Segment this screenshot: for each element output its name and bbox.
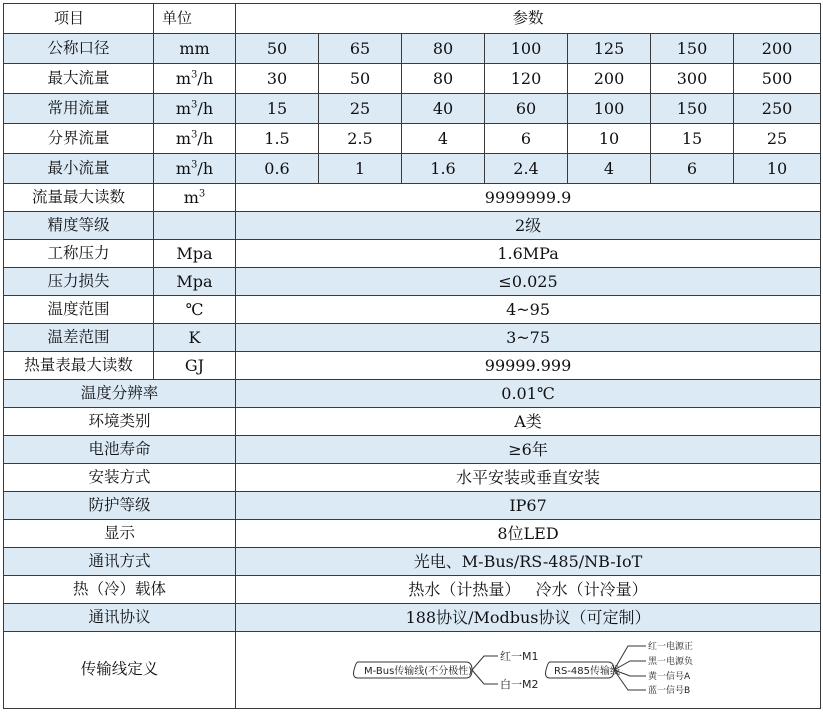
header-item: 项目 — [4, 4, 154, 34]
unit-superscript: 3 — [191, 159, 198, 171]
value-cell: 热水（计热量） 冷水（计冷量） — [236, 576, 821, 604]
spec-row — [4, 268, 821, 296]
spec-row — [4, 184, 821, 212]
unit-superscript: 3 — [191, 129, 198, 141]
wiring-diagram — [236, 632, 821, 708]
unit-cell — [154, 184, 236, 212]
param-row — [4, 124, 821, 154]
value-cell: 光电、M-Bus/RS-485/NB-IoT — [236, 548, 821, 576]
unit-cell: Mpa — [154, 268, 236, 296]
value-cell: A类 — [236, 408, 821, 436]
value-cell: 100 — [568, 94, 651, 124]
wiring-diagram-cell — [236, 632, 821, 709]
row-label: 通讯方式 — [4, 548, 236, 576]
mbus-wire-red: 红一M1 — [500, 650, 539, 663]
value-cell: 99999.999 — [236, 352, 821, 380]
param-row — [4, 154, 821, 184]
unit-base: m — [175, 158, 192, 178]
value-cell: 6 — [651, 154, 734, 184]
value-cell: 15 — [236, 94, 319, 124]
value-cell: 4 — [402, 124, 485, 154]
value-cell: 0.01℃ — [236, 380, 821, 408]
unit-base: m — [175, 128, 192, 148]
row-label: 电池寿命 — [4, 436, 236, 464]
value-cell: 120 — [485, 64, 568, 94]
unit-cell — [154, 64, 236, 94]
value-cell: 200 — [734, 34, 821, 64]
value-cell: 4 — [568, 154, 651, 184]
value-cell: 6 — [485, 124, 568, 154]
row-label: 精度等级 — [4, 212, 154, 240]
mbus-wire-white: 白一M2 — [500, 678, 539, 691]
spec-row — [4, 324, 821, 352]
value-cell: 水平安装或垂直安装 — [236, 464, 821, 492]
row-label: 安装方式 — [4, 464, 236, 492]
value-cell: 10 — [734, 154, 821, 184]
rs485-wire-black: 黑一电源负 — [648, 657, 694, 667]
unit-tail: /h — [197, 98, 214, 118]
row-label: 常用流量 — [4, 94, 154, 124]
row-label: 防护等级 — [4, 492, 236, 520]
unit-base: m — [183, 187, 199, 207]
general-row — [4, 380, 821, 408]
row-label: 分界流量 — [4, 124, 154, 154]
general-row — [4, 436, 821, 464]
value-cell: 8位LED — [236, 520, 821, 548]
spec-row — [4, 352, 821, 380]
row-label: 最小流量 — [4, 154, 154, 184]
general-row — [4, 604, 821, 632]
value-cell: 1 — [319, 154, 402, 184]
unit-cell — [154, 212, 236, 240]
row-label: 流量最大读数 — [4, 184, 154, 212]
general-row — [4, 548, 821, 576]
unit-base: m — [175, 68, 192, 88]
rs485-cable-label: RS-485传输线 — [554, 666, 620, 677]
value-cell: 2级 — [236, 212, 821, 240]
value-cell: 50 — [236, 34, 319, 64]
unit-tail: /h — [197, 68, 214, 88]
unit-cell: mm — [154, 34, 236, 64]
value-cell: 150 — [651, 94, 734, 124]
general-row — [4, 576, 821, 604]
param-row — [4, 94, 821, 124]
value-cell: ≤0.025 — [236, 268, 821, 296]
unit-superscript: 3 — [191, 69, 198, 81]
value-cell: 1.5 — [236, 124, 319, 154]
header-row — [4, 4, 821, 34]
row-label: 显示 — [4, 520, 236, 548]
value-cell: 60 — [485, 94, 568, 124]
unit-cell — [154, 94, 236, 124]
unit-cell — [154, 124, 236, 154]
value-cell: 25 — [734, 124, 821, 154]
unit-superscript: 3 — [191, 99, 198, 111]
rs485-wire-yellow: 黄一信号A — [648, 672, 691, 682]
value-cell: 188协议/Modbus协议（可定制） — [236, 604, 821, 632]
value-cell: 10 — [568, 124, 651, 154]
value-cell: 250 — [734, 94, 821, 124]
row-label: 压力损失 — [4, 268, 154, 296]
value-cell: 3~75 — [236, 324, 821, 352]
rs485-wire-red: 红一电源正 — [648, 642, 694, 652]
row-label: 温差范围 — [4, 324, 154, 352]
value-cell: 65 — [319, 34, 402, 64]
value-cell: 0.6 — [236, 154, 319, 184]
value-cell: 4~95 — [236, 296, 821, 324]
unit-superscript: 3 — [198, 188, 206, 200]
unit-cell — [154, 154, 236, 184]
value-cell: 100 — [485, 34, 568, 64]
mbus-wires — [472, 656, 498, 684]
unit-tail: /h — [197, 128, 214, 148]
value-cell: 200 — [568, 64, 651, 94]
value-cell: 40 — [402, 94, 485, 124]
value-cell: 300 — [651, 64, 734, 94]
row-label: 通讯协议 — [4, 604, 236, 632]
value-cell: 1.6MPa — [236, 240, 821, 268]
unit-cell: ℃ — [154, 296, 236, 324]
spec-row — [4, 240, 821, 268]
spec-row — [4, 296, 821, 324]
value-cell: 2.4 — [485, 154, 568, 184]
general-row — [4, 492, 821, 520]
wiring-row — [4, 632, 821, 709]
general-row — [4, 408, 821, 436]
row-label: 温度分辨率 — [4, 380, 236, 408]
unit-base: m — [175, 98, 192, 118]
value-cell: 25 — [319, 94, 402, 124]
value-cell: 1.6 — [402, 154, 485, 184]
value-cell: 150 — [651, 34, 734, 64]
row-label: 热（冷）载体 — [4, 576, 236, 604]
row-label: 环境类别 — [4, 408, 236, 436]
value-cell: 80 — [402, 64, 485, 94]
row-label: 最大流量 — [4, 64, 154, 94]
row-label: 公称口径 — [4, 34, 154, 64]
row-label: 温度范围 — [4, 296, 154, 324]
value-cell: IP67 — [236, 492, 821, 520]
unit-tail: /h — [197, 158, 214, 178]
general-row — [4, 520, 821, 548]
header-unit: 单位 — [154, 4, 236, 34]
value-cell: 2.5 — [319, 124, 402, 154]
value-cell: 9999999.9 — [236, 184, 821, 212]
unit-cell: Mpa — [154, 240, 236, 268]
unit-cell: K — [154, 324, 236, 352]
param-row — [4, 64, 821, 94]
row-label: 热量表最大读数 — [4, 352, 154, 380]
rs485-wire-blue: 蓝一信号B — [648, 686, 691, 696]
value-cell: 125 — [568, 34, 651, 64]
value-cell: 15 — [651, 124, 734, 154]
unit-cell: GJ — [154, 352, 236, 380]
value-cell: 80 — [402, 34, 485, 64]
spec-table — [3, 3, 821, 709]
param-row — [4, 34, 821, 64]
value-cell: ≥6年 — [236, 436, 821, 464]
header-params: 参数 — [236, 4, 821, 34]
spec-row — [4, 212, 821, 240]
row-label: 传输线定义 — [4, 632, 236, 709]
value-cell: 50 — [319, 64, 402, 94]
general-row — [4, 464, 821, 492]
mbus-cable-label: M-Bus传输线(不分极性) — [364, 666, 473, 677]
value-cell: 30 — [236, 64, 319, 94]
value-cell: 500 — [734, 64, 821, 94]
row-label: 工称压力 — [4, 240, 154, 268]
